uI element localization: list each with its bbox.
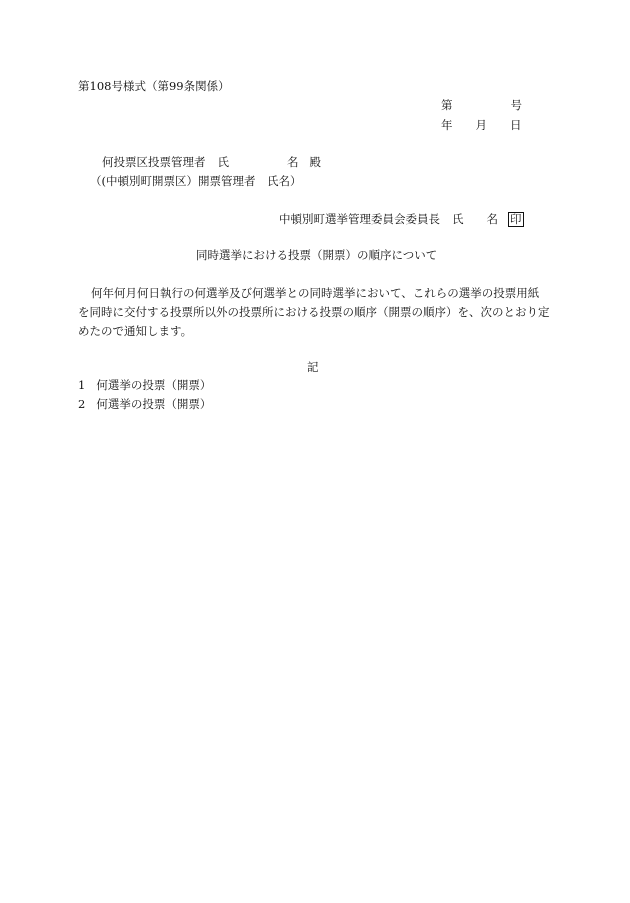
body-line-3: めたので通知します。 [78,324,193,338]
sender-name-right: 名 [486,212,498,226]
note-heading: 記 [307,360,319,374]
list-item-text: 何選挙の投票（開票） [96,378,212,392]
document-number-suffix: 号 [510,98,522,112]
addressee-line-1 [102,157,321,169]
document-number [441,100,522,112]
document-number-prefix: 第 [441,98,453,112]
sender-title: 中頓別町選挙管理委員会委員長 [279,212,440,226]
list-item [78,399,211,411]
form-header: 第108号様式（第99条関係） [78,79,230,93]
body-line-1: 何年何月何日執行の何選挙及び何選挙との同時選挙において、これらの選挙の投票用紙 [91,286,540,300]
addressee-honorific: 殿 [309,155,321,169]
addressee-line-2: （(中頓別町開票区）開票管理者 氏名） [90,174,302,188]
list-item [78,380,211,392]
sender-line [279,212,524,227]
subject-title: 同時選挙における投票（開票）の順序について [196,248,438,262]
date-month: 月 [475,118,487,132]
addressee-name-left: 氏 [217,155,229,169]
list-item-text: 何選挙の投票（開票） [96,397,212,411]
list-item-number: 1 [78,378,86,392]
seal-mark: 印 [510,212,522,226]
addressee-title: 何投票区投票管理者 [102,155,206,169]
sender-name-left: 氏 [452,212,464,226]
list-item-number: 2 [78,397,86,411]
date-day: 日 [510,118,522,132]
date-line [441,120,522,132]
date-year: 年 [441,118,453,132]
body-line-2: を同時に交付する投票所以外の投票所における投票の順序（開票の順序）を、次のとおり定 [78,305,550,319]
addressee-name-right: 名 [287,155,299,169]
